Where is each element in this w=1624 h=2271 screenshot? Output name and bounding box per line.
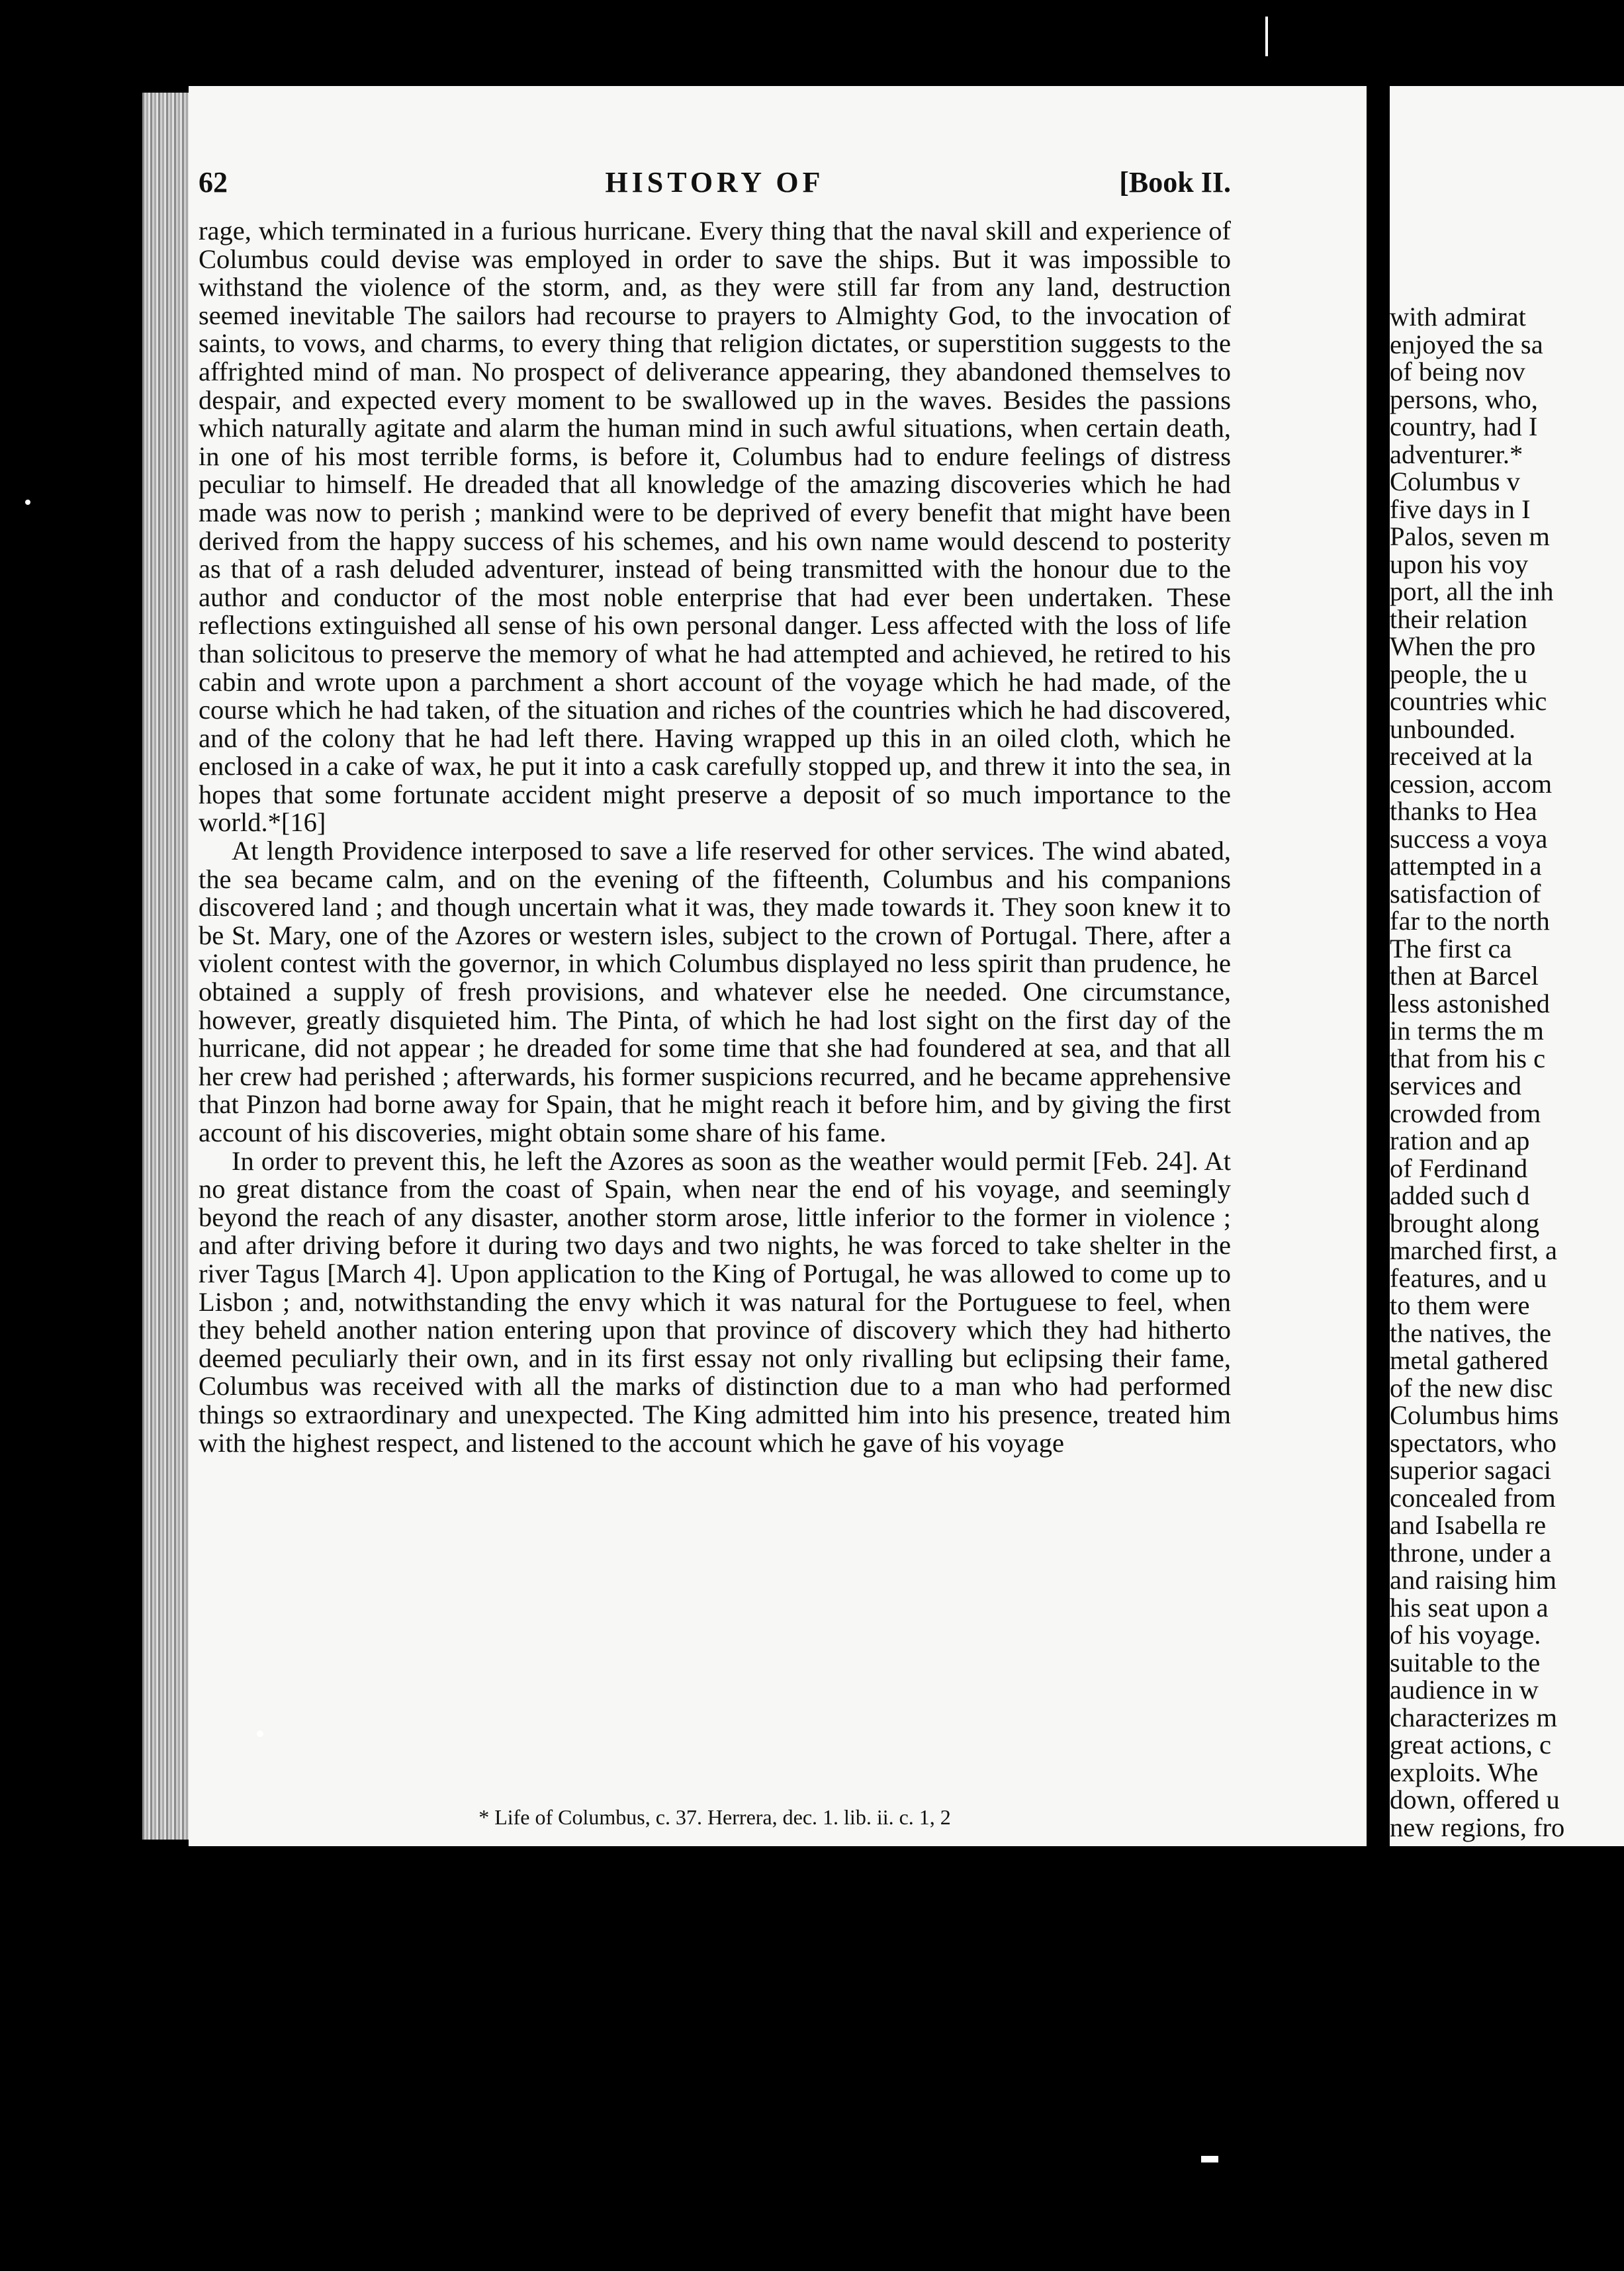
right-page-line: features, and u	[1390, 1263, 1547, 1293]
right-page-line: success a voya	[1390, 823, 1548, 854]
right-page-line: Columbus v	[1390, 467, 1520, 496]
right-page-line: The first ca	[1390, 933, 1512, 963]
right-page-line: services and	[1390, 1071, 1522, 1100]
right-page-line: of being nov	[1390, 357, 1525, 386]
right-page-line: persons, who,	[1390, 384, 1538, 414]
right-page-line: audience in w	[1390, 1675, 1539, 1705]
right-page-line: and Isabella re	[1390, 1510, 1547, 1540]
paragraph: rage, which terminated in a furious hurricane. Every thing that the naval skill and experience of Columbus could devise was employed in order to save the ships. But it was impossible to withstand the violence of the storm, and, as they were still far from any land, destruction seemed inevitable The sailors had recourse to prayers to Almighty God, to the invocation of saints, to vows, and charms, to every thing that religion dictates, or superstition suggests to the affrighted mind of man. No prospect of deliverance appearing, they abandoned themselves to despair, and expected every moment to be swallowed up in the waves. Besides the passions which naturally agitate and alarm the human mind in such awful situations, when certain death, in one of his most terrible forms, is before it, Columbus had to endure feelings of distress peculiar to himself. He dreaded that all knowledge of the amazing discoveries which he had made was now to perish ; mankind were to be deprived of every benefit that might have been derived from the happy success of his schemes, and his own name would descend to posterity as that of a rash deluded adventurer, instead of being transmitted with the honour due to the author and conductor of the most noble enterprise that had ever been undertaken. These reflections extinguished all sense of his own personal danger. Less affected with the loss of life than solicitous to preserve the memory of what he had attempted and achieved, he retired to his cabin and wrote upon a parchment a short account of the voyage which he had made, of the course which he had taken, of the situation and riches of the countries which he had discovered, and of the colony that he had left there. Having wrapped up this in an oiled cloth, which he enclosed in a cake of wax, he put it into a cask carefully stopped up, and threw it into the sea, in hopes that some fortunate accident might preserve a deposit of so much importance to the world.*[16]	[199, 216, 1231, 838]
paragraph: In order to prevent this, he left the Azores as soon as the weather would permit [Feb. 24]. At no great distance from the coast of Spain, when near the end of his voyage, and seemingly beyond the reach of any disaster, another storm arose, little inferior to the former in violence ; and after driving before it during two days and two nights, he was forced to take shelter in the river Tagus [March 4]. Upon application to the King of Portugal, he was allowed to come up to Lisbon ; and, notwithstanding the envy which it was natural for the Portuguese to feel, when they beheld another nation entering upon that province of discovery which they had hitherto deemed peculiarly their own, and in its first essay not only rivalling but eclipsing their fame, Columbus was received with all the marks of distinction due to a man who had performed things so extraordinary and unexpected. The King admitted him into his presence, treated him with the highest respect, and listened to the account which he gave of his voyage	[199, 1145, 1231, 1458]
right-page-line: new regions, fro	[1390, 1812, 1565, 1842]
scan-mark	[25, 500, 30, 505]
right-page-line: marched first, a	[1390, 1235, 1558, 1265]
right-page-line: that from his c	[1390, 1043, 1546, 1073]
scan-mark	[257, 1730, 263, 1737]
right-page-line: of the new disc	[1390, 1372, 1553, 1403]
right-page-line: characterizes m	[1390, 1702, 1557, 1732]
right-page-line: When the pro	[1390, 631, 1536, 661]
right-page-line: brought along	[1390, 1208, 1540, 1238]
right-page-line: far to the north	[1390, 906, 1550, 936]
right-page-line: adventurer.*	[1390, 439, 1523, 469]
body-text	[199, 217, 1231, 1457]
right-page-line: of Ferdinand	[1390, 1153, 1528, 1183]
right-page-line: thanks to Hea	[1390, 796, 1537, 826]
page-edge-strip	[142, 93, 195, 1840]
scan-mark	[1201, 2156, 1218, 2162]
right-page-line: exploits. Whe	[1390, 1757, 1539, 1787]
right-page-line: concealed from	[1390, 1482, 1556, 1513]
right-page-line: Palos, seven m	[1390, 521, 1550, 551]
right-page-line: his seat upon a	[1390, 1592, 1549, 1623]
right-page-line: unbounded.	[1390, 713, 1516, 744]
book-reference: [Book II.	[1119, 166, 1231, 199]
right-page-line: great actions, c	[1390, 1730, 1552, 1759]
right-page-line: cession, accom	[1390, 768, 1553, 799]
right-page-line: spectators, who	[1390, 1427, 1556, 1458]
right-page-line: metal gathered	[1390, 1345, 1549, 1375]
running-title: HISTORY OF	[605, 166, 825, 199]
footnote: * Life of Columbus, c. 37. Herrera, dec. 1. lib. ii. c. 1, 2	[478, 1805, 951, 1829]
right-page-line: ration and ap	[1390, 1126, 1530, 1155]
right-page-line: received at la	[1390, 741, 1533, 771]
right-page-line: down, offered u	[1390, 1785, 1560, 1814]
right-page-line: upon his voy	[1390, 549, 1529, 579]
scan-mark	[1265, 17, 1268, 56]
right-page-line: people, the u	[1390, 658, 1528, 689]
right-page-line: throne, under a	[1390, 1537, 1552, 1568]
right-page-line: satisfaction of	[1390, 878, 1541, 909]
right-page-line: and raising him	[1390, 1565, 1556, 1595]
right-page-line: Columbus hims	[1390, 1400, 1559, 1430]
right-page-line: enjoyed the sa	[1390, 329, 1543, 359]
page-number: 62	[199, 166, 228, 199]
right-page-line: suitable to the	[1390, 1647, 1541, 1677]
right-page-line: superior sagaci	[1390, 1455, 1552, 1485]
right-page-line: country, had I	[1390, 412, 1538, 441]
right-page-line: with admirat	[1390, 302, 1526, 332]
right-page-line: their relation	[1390, 603, 1528, 634]
right-page-line: in terms the m	[1390, 1016, 1544, 1046]
right-page-line: added such d	[1390, 1180, 1530, 1210]
right-page-line: port, all the inh	[1390, 576, 1554, 606]
right-page-text	[1390, 303, 1624, 1841]
right-page-line: crowded from	[1390, 1098, 1541, 1128]
paragraph: At length Providence interposed to save a life reserved for other services. The wind abated, the sea became calm, and on the evening of the fifteenth, Columbus and his companions discovered land ; and though uncertain what it was, they made towards it. They soon knew it to be St. Mary, one of the Azores or western isles, subject to the crown of Portugal. There, after a violent contest with the governor, in which Columbus displayed no less spirit than prudence, he obtained a supply of fresh provisions, and whatever else he needed. One circumstance, however, greatly disquieted him. The Pinta, of which he had lost sight on the first day of the hurricane, did not appear ; he dreaded for some time that she had foundered at sea, and that all her crew had perished ; afterwards, his former suspicions recurred, and he became apprehensive that Pinzon had borne away for Spain, that he might reach it before him, and by giving the first account of his discoveries, might obtain some share of his fame.	[199, 836, 1231, 1147]
right-page-line: less astonished	[1390, 988, 1550, 1018]
right-page-line: countries whic	[1390, 686, 1547, 716]
right-page-line: of his voyage.	[1390, 1620, 1541, 1650]
right-page-line: attempted in a	[1390, 851, 1542, 881]
right-page	[1390, 86, 1624, 1846]
right-page-line: then at Barcel	[1390, 961, 1539, 991]
right-page-line: the natives, the	[1390, 1317, 1552, 1348]
page-header	[199, 165, 1231, 218]
right-page-line: five days in I	[1390, 494, 1531, 524]
right-page-line: to them were	[1390, 1290, 1530, 1320]
